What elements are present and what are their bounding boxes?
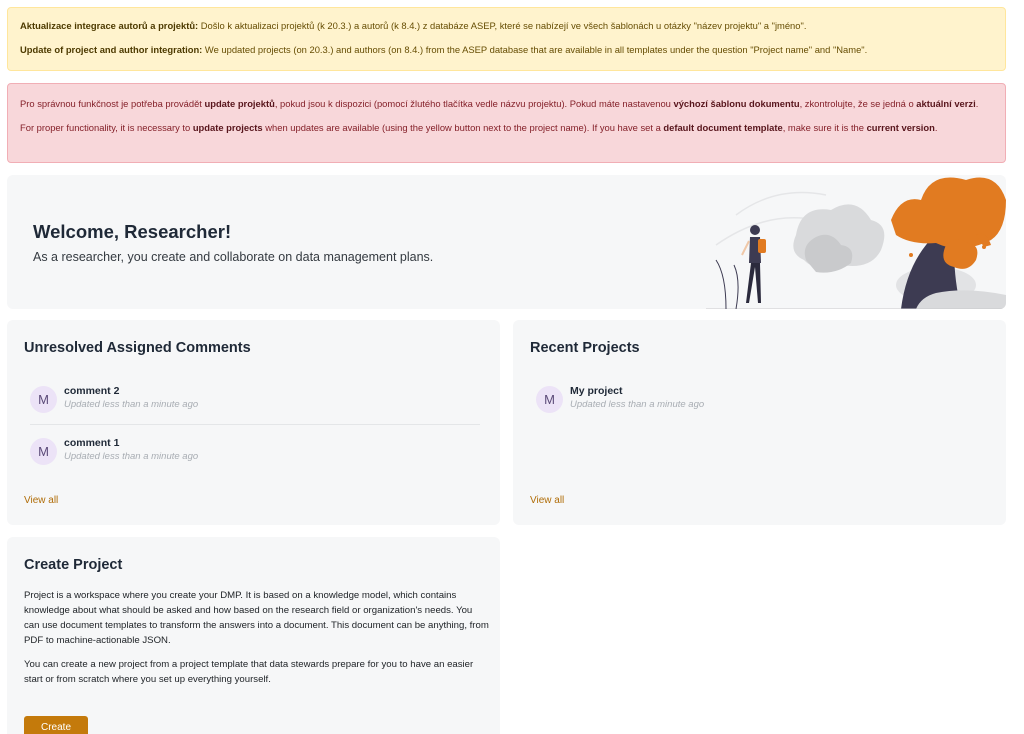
alert-text: , pokud jsou k dispozici (pomocí žlutého tlačítka vedle názvu projektu). Pokud máte nastavenou [274, 98, 674, 109]
comment-meta: Updated less than a minute ago [64, 399, 199, 410]
comment-text [64, 384, 198, 412]
view-all-comments-link[interactable]: View all [24, 495, 59, 506]
alert-text: , zkontrolujte, že se jedná o [799, 98, 917, 109]
welcome-subtitle: As a researcher, you create and collaborate on data management plans. [33, 250, 434, 264]
update-projects-alert [7, 83, 1006, 163]
project-text [570, 384, 704, 412]
recent-projects-heading: Recent Projects [530, 340, 640, 356]
alert-warning-cz-text: Došlo k aktualizaci projektů (k 20.3.) a autorů (k 8.4.) z databáze ASEP, které se nabízejí ve všech šablonách u otázky "název projektu" a "jméno". [198, 20, 807, 31]
alert-bold: update projektů [204, 98, 275, 109]
alert-bold: aktuální verzi [916, 98, 976, 109]
view-all-projects-link[interactable]: View all [530, 495, 565, 506]
alert-text: . [975, 98, 979, 109]
create-project-card [7, 537, 500, 734]
alert-danger-en [20, 121, 993, 135]
unresolved-comments-card [7, 320, 500, 525]
alert-bold: výchozí šablonu dokumentu [673, 98, 800, 109]
project-list-item[interactable] [536, 384, 986, 430]
alert-warning-en-text: We updated projects (on 20.3.) and authors (on 8.4.) from the ASEP database that are available in all templates under the question "Project name" and "Name". [202, 44, 868, 56]
comment-meta: Updated less than a minute ago [64, 451, 199, 462]
researcher-walking-trees-illustration-icon [706, 175, 1006, 309]
comment-title[interactable]: comment 1 [64, 437, 120, 449]
avatar: M [536, 386, 563, 413]
alert-bold: current version [866, 122, 935, 134]
project-title[interactable]: My project [570, 385, 623, 397]
alert-text: Pro správnou funkčnost je potřeba provádět [20, 98, 205, 109]
alert-warning-en [20, 43, 993, 57]
comment-text [64, 436, 198, 464]
alert-bold: update projects [192, 122, 263, 134]
avatar: M [30, 438, 57, 465]
welcome-title: Welcome, Researcher! [33, 221, 232, 242]
create-project-description: Project is a workspace where you create your DMP. It is based on a knowledge model, which contains knowledge about what should be asked and how based on the research field or organization's needs. You can use document templates to transform the answers into a document. This document can be anything, from PDF to machine-actionable JSON. [24, 590, 489, 646]
comments-heading: Unresolved Assigned Comments [24, 340, 251, 356]
alert-text: when updates are available (using the yellow button next to the project name). If you have set a [262, 122, 664, 134]
alert-danger-cz [20, 97, 993, 111]
integration-update-alert [7, 7, 1006, 71]
create-project-options: You can create a new project from a project template that data stewards prepare for you to have an easier start or from scratch where you set up everything yourself. [24, 659, 474, 685]
list-divider [30, 424, 480, 425]
avatar: M [30, 386, 57, 413]
alert-text: , make sure it is the [782, 122, 867, 134]
alert-warning-cz [20, 19, 993, 33]
welcome-card [7, 175, 1006, 309]
alert-text: For proper functionality, it is necessary to [20, 122, 193, 134]
project-meta: Updated less than a minute ago [570, 399, 705, 410]
comment-title[interactable]: comment 2 [64, 385, 120, 397]
alert-warning-en-title: Update of project and author integration: [20, 44, 203, 56]
recent-projects-card [513, 320, 1006, 525]
create-project-heading: Create Project [24, 557, 123, 573]
alert-warning-cz-title: Aktualizace integrace autorů a projektů: [20, 20, 199, 31]
create-project-button[interactable]: Create [24, 716, 88, 734]
alert-bold: default document template [663, 122, 783, 134]
comment-list-item[interactable] [30, 436, 480, 482]
alert-text: . [934, 122, 938, 134]
